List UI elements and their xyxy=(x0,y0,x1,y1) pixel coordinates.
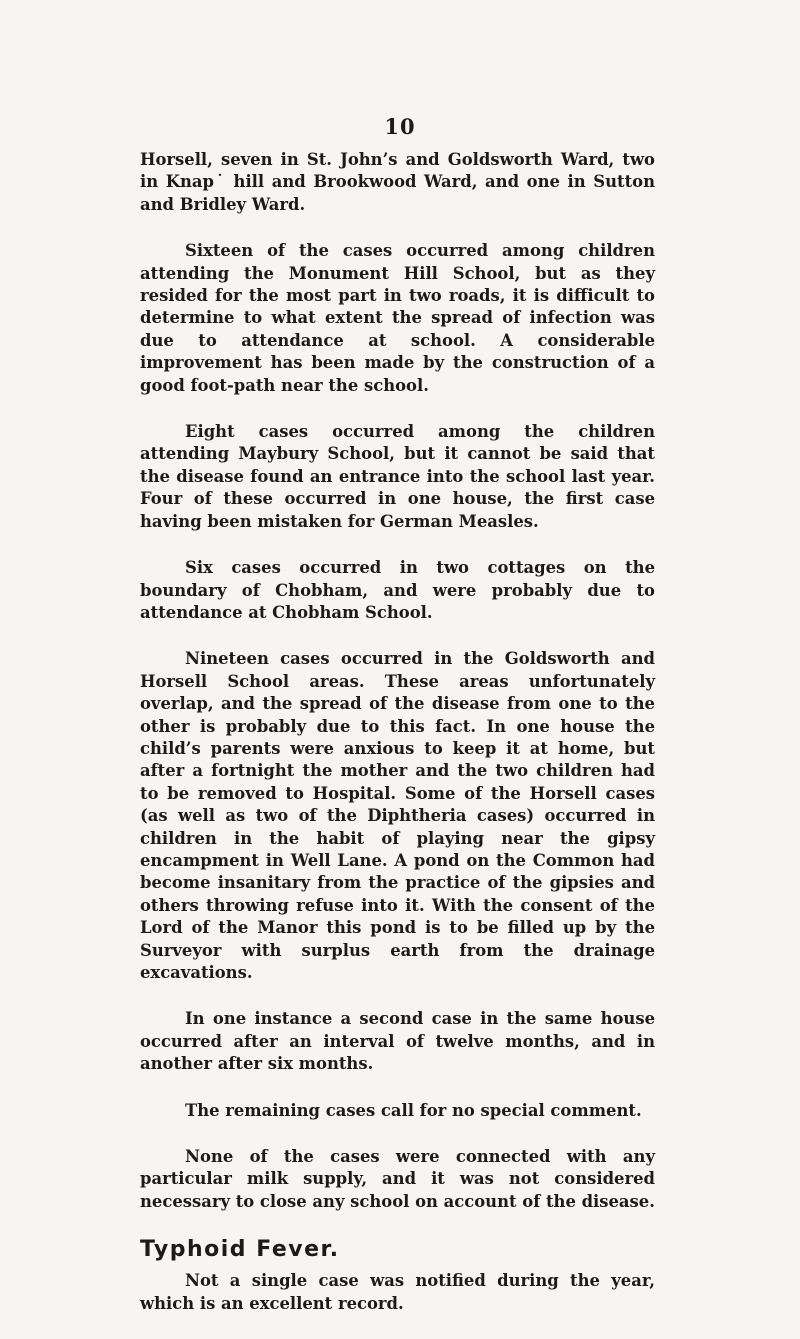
paragraph-maybury-school: Eight cases occurred among the children attending Maybury School, but it cannot be said that the disease found an entrance into the school last year. Four of these occurred in one house, the first case having been mistaken for German Measles. xyxy=(140,422,655,531)
paragraph-goldsworth-horsell: Nineteen cases occurred in the Goldsworth and Horsell School areas. These areas unfortunately overlap, and the spread of the disease from one to the other is probably due to this fact. In one house the child’s parents were anxious to keep it at home, but after a fortnight the mother and the two children had to be removed to Hospital. Some of the Horsell cases (as well as two of the Diphtheria cases) occurred in children in the habit of playing near the gipsy encampment in Well Lane. A pond on the Common had become insanitary from the practice of the gipsies and others throwing refuse into it. With the consent of the Lord of the Manor this pond is to be filled up by the Surveyor with surplus earth from the drainage excavations. xyxy=(140,649,655,982)
paragraph-horsell-continuation: Horsell, seven in St. John’s and Goldsworth Ward, two in Knap˙ hill and Brookwood Ward, and one in Sutton and Bridley Ward. xyxy=(140,150,655,214)
page-number: 10 xyxy=(384,114,416,139)
paragraph-remaining-cases: The remaining cases call for no special comment. xyxy=(185,1100,642,1120)
paragraph-monument-hill-school: Sixteen of the cases occurred among children attending the Monument Hill School, but as they resided for the most part in two roads, it is difficult to determine to what extent the spread of infection was due to attendance at school. A considerable improvement has been made by the construction of a good foot-path near the school. xyxy=(140,241,655,395)
paragraph-chobham: Six cases occurred in two cottages on the boundary of Chobham, and were probably due to attendance at Chobham School. xyxy=(140,558,655,622)
document-body xyxy=(140,149,655,1339)
paragraph-milk-supply: None of the cases were connected with any particular milk supply, and it was not considered necessary to close any school on account of the disease. xyxy=(140,1147,655,1211)
section-heading-typhoid-fever: Typhoid Fever. xyxy=(140,1237,340,1263)
paragraph-typhoid-fever: Not a single case was notified during the year, which is an excellent record. xyxy=(140,1271,655,1313)
paragraph-second-case: In one instance a second case in the same house occurred after an interval of twelve months, and in another after six months. xyxy=(140,1009,655,1074)
